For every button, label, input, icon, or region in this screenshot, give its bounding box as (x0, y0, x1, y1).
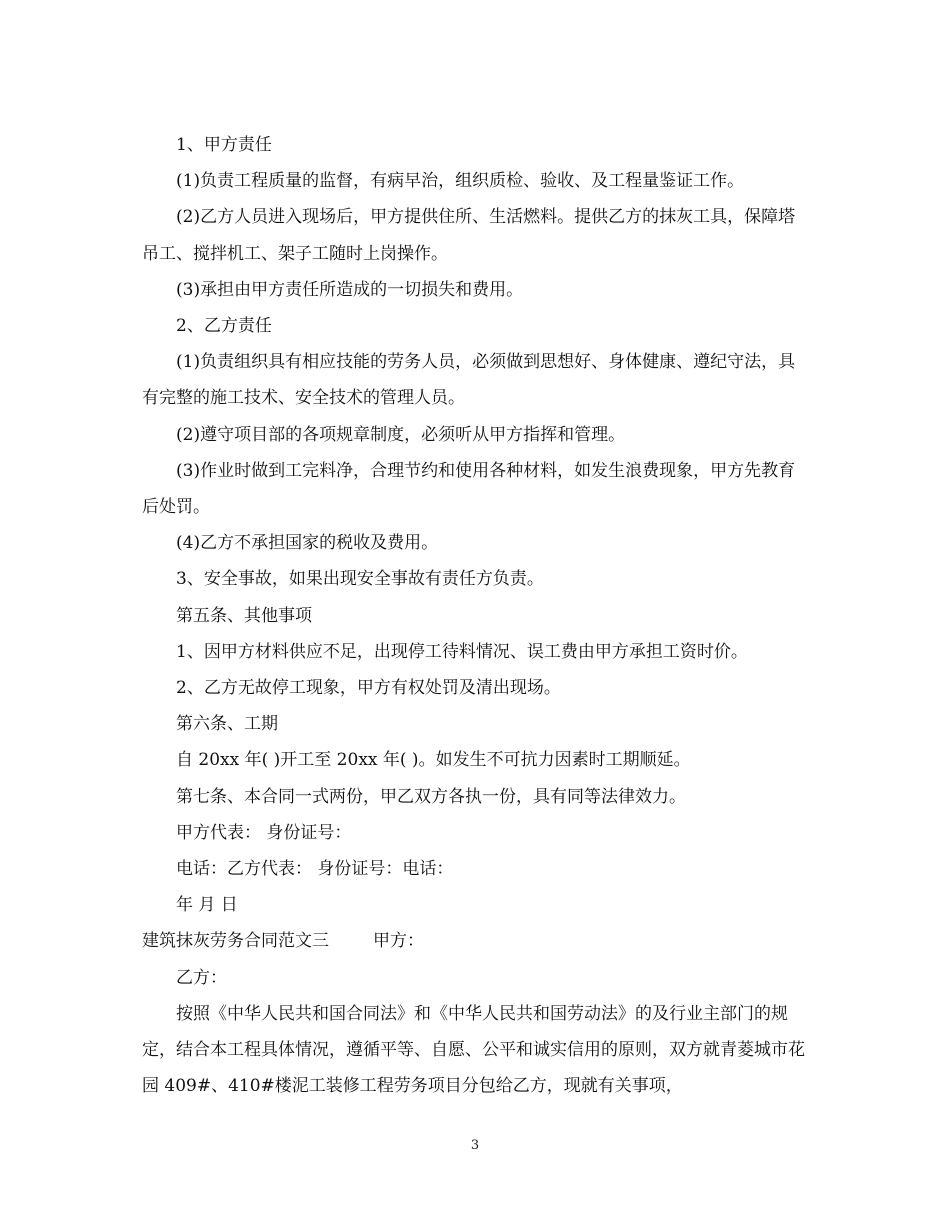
signature-line: 甲方代表： 身份证号： (176, 822, 352, 843)
paragraph: 1、因甲方材料供应不足，出现停工待料情况、误工费由甲方承担工资时价。 (176, 641, 748, 662)
paragraph: (3)承担由甲方责任所造成的一切损失和费用。 (176, 279, 524, 300)
page-number: 3 (470, 1138, 480, 1153)
paragraph: (1)负责工程质量的监督，有病早治，组织质检、验收、及工程量鉴证工作。 (176, 171, 745, 192)
section-heading: 第五条、其他事项 (176, 605, 312, 626)
signature-line: 电话：乙方代表： 身份证号：电话： (176, 859, 454, 880)
document-body (142, 127, 812, 1104)
paragraph: 自 20xx 年( )开工至 20xx 年( )。如发生不可抗力因素时工期顺延。 (176, 750, 691, 771)
paragraph: (3)作业时做到工完料净，合理节约和使用各种材料，如发生浪费现象，甲方先教育后处罚。 (142, 460, 796, 518)
party-a-label: 甲方： (373, 931, 424, 952)
paragraph: (1)负责组织具有相应技能的劳务人员，必须做到思想好、身体健康、遵纪守法，具有完整的施工技术、安全技术的管理人员。 (142, 352, 796, 409)
paragraph: 第七条、本合同一式两份，甲乙双方各执一份，具有同等法律效力。 (176, 786, 686, 807)
paragraph: 按照《中华人民共和国合同法》和《中华人民共和国劳动法》的及行业主部门的规定，结合本工程具体情况，遵循平等、自愿、公平和诚实信用的原则，双方就青菱城市花园 409#、410#楼泥工装修工程劳务项目分包给乙方，现就有关事项， (142, 1003, 805, 1097)
document-title: 建筑抹灰劳务合同范文三 (142, 931, 329, 952)
paragraph: 3、安全事故，如果出现安全事故有责任方负责。 (176, 569, 544, 590)
party-b-label: 乙方： (176, 967, 227, 988)
paragraph: (2)遵守项目部的各项规章制度，必须听从甲方指挥和管理。 (176, 424, 626, 445)
section-heading: 第六条、工期 (176, 714, 278, 735)
paragraph: (2)乙方人员进入现场后，甲方提供住所、生活燃料。提供乙方的抹灰工具，保障塔吊工、搅拌机工、架子工随时上岗操作。 (142, 207, 796, 264)
document-title-line (142, 923, 812, 959)
paragraph: 2、乙方责任 (176, 316, 272, 337)
paragraph: 1、甲方责任 (176, 135, 272, 155)
date-line: 年 月 日 (176, 895, 238, 916)
paragraph: (4)乙方不承担国家的税收及费用。 (176, 533, 439, 554)
paragraph: 2、乙方无故停工现象，甲方有权处罚及清出现场。 (176, 678, 561, 699)
